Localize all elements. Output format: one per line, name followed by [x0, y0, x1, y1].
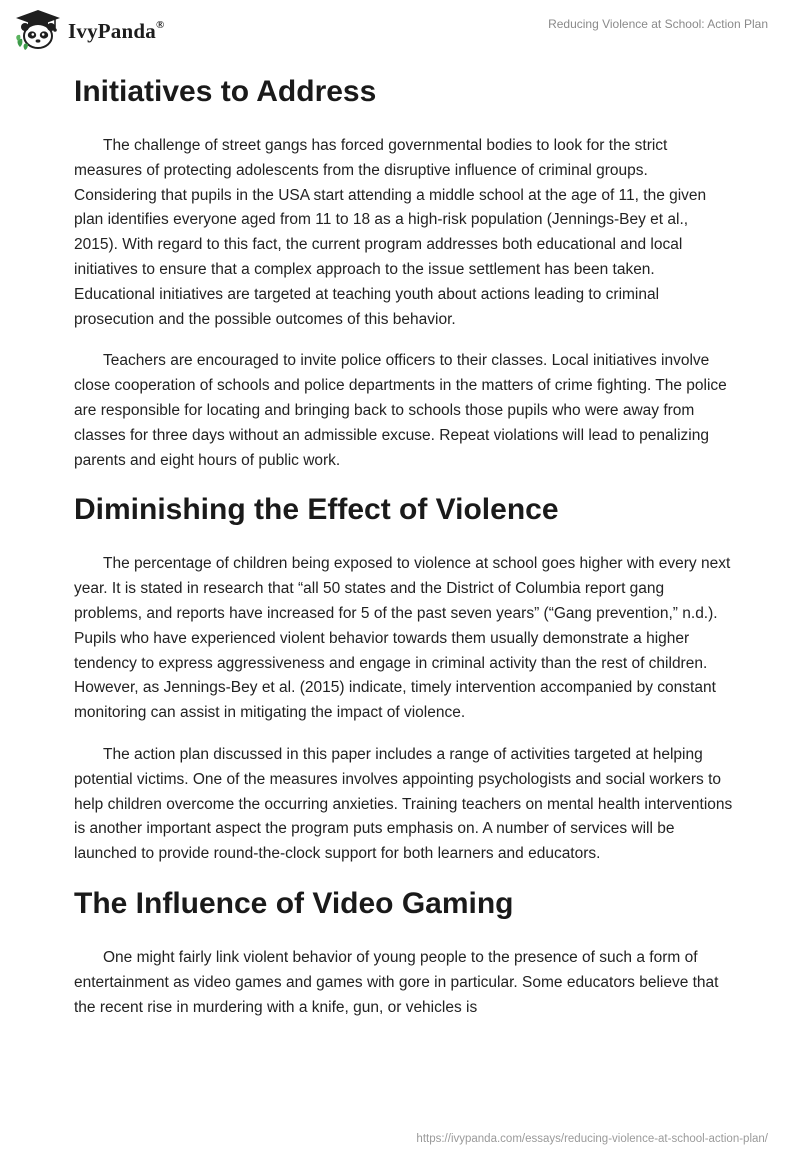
section-heading-diminishing-violence: Diminishing the Effect of Violence [74, 493, 559, 527]
trademark-symbol: ® [155, 18, 165, 31]
section-heading-video-gaming: The Influence of Video Gaming [74, 886, 514, 920]
essay-content [74, 70, 734, 1020]
section-heading-initiatives: Initiatives to Address [74, 75, 377, 108]
source-url[interactable]: https://ivypanda.com/essays/reducing-violence-at-school-action-plan/ [416, 1133, 768, 1145]
ivypanda-logo[interactable] [14, 9, 164, 51]
paragraph: The challenge of street gangs has forced governmental bodies to look for the strict measures of protecting adolescents from the disruptive influence of criminal groups. Considering that pupils in the USA start attending a middle school at the age of 11, the given plan identifies everyone aged from 11 to 18 as a high-risk population (Jennings-Bey et al., 2015). With regard to this fact, the current program addresses both educational and local initiatives to ensure that a complex approach to the issue settlement has been taken. Educational initiatives are targeted at teaching youth about actions leading to criminal prosecution and the possible outcomes of this behavior. [74, 137, 707, 328]
page-header [0, 0, 800, 60]
paragraph: Teachers are encouraged to invite police officers to their classes. Local initiatives involve close cooperation of schools and police departments in the matters of crime fighting. The police are responsible for locating and bringing back to schools those pupils who were away from classes for three days without an admissible excuse. Repeat violations will lead to penalizing parents and eight hours of public work. [74, 352, 727, 469]
paragraph: The percentage of children being exposed to violence at school goes higher with every next year. It is stated in research that “all 50 states and the District of Columbia report gang problems, and reports have increased for 5 of the past seven years” (“Gang prevention,” n.d.). Pupils who have experienced violent behavior towards them usually demonstrate a higher tendency to express aggressiveness and engage in criminal activity than the rest of children. However, as Jennings-Bey et al. (2015) indicate, timely intervention accompanied by constant monitoring can assist in mitigating the impact of violence. [74, 555, 731, 722]
paragraph: One might fairly link violent behavior of young people to the presence of such a form of entertainment as video games and games with gore in particular. Some educators believe that the recent rise in murdering with a knife, gun, or vehicles is [74, 948, 719, 1016]
panda-graduate-icon [14, 9, 62, 51]
paragraph: The action plan discussed in this paper includes a range of activities targeted at helping potential victims. One of the measures involves appointing psychologists and social workers to help children overcome the occurring anxieties. Training teachers on mental health interventions is another important aspect the program puts emphasis on. A number of services will be launched to provide round-the-clock support for both learners and educators. [74, 745, 733, 863]
document-title: Reducing Violence at School: Action Plan [548, 17, 768, 31]
brand-name: IvyPanda® [68, 18, 165, 43]
